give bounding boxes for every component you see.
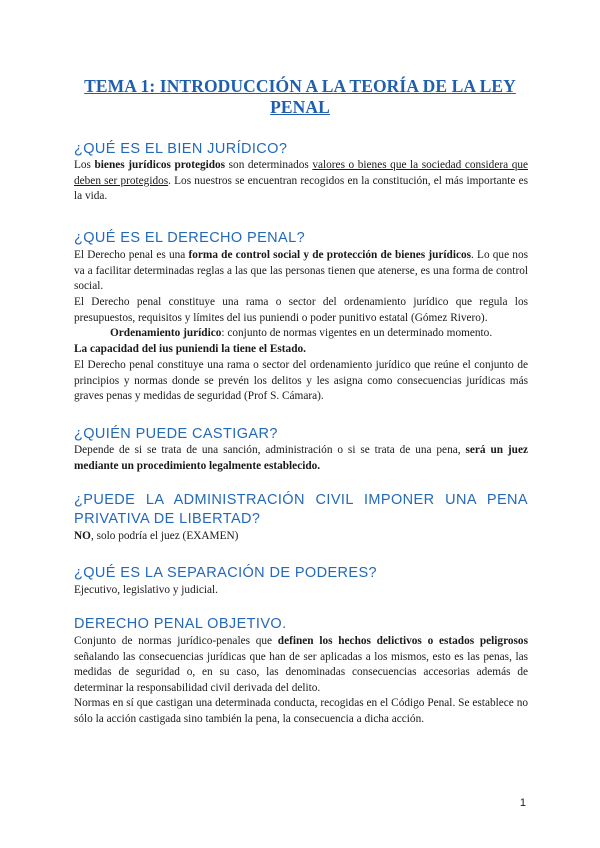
heading-bien-juridico: ¿QUÉ ES EL BIEN JURÍDICO?: [74, 141, 288, 157]
paragraph-quien-puede-castigar: Depende de si se trata de una sanción, administración o si se trata de una pena, será un juez mediante un procedimiento legalmente establecido.: [74, 444, 528, 472]
paragraph-derecho-penal-objetivo-2: Normas en sí que castigan una determinada conducta, recogidas en el Código Penal. Se establece no sólo la acción castigada sino también la pena, la consecuencia a dicha acción.: [74, 697, 528, 725]
paragraph-derecho-penal-2: El Derecho penal constituye una rama o sector del ordenamiento jurídico que regula los presupuestos, requisitos y límites del ius puniendi o poder punitivo estatal (Gómez Rivero).: [74, 296, 528, 324]
paragraph-separacion-poderes: Ejecutivo, legislativo y judicial.: [74, 584, 219, 596]
heading-quien-puede-castigar: ¿QUIÉN PUEDE CASTIGAR?: [74, 426, 278, 442]
paragraph-ordenamiento: Ordenamiento jurídico: conjunto de normas vigentes en un determinado momento.: [110, 327, 493, 339]
paragraph-derecho-penal-3: El Derecho penal constituye una rama o sector del ordenamiento jurídico que reúne el conjunto de principios y normas donde se prevén los delitos y les asigna como consecuencias jurídicas más graves penas y medidas de seguridad (Prof S. Cámara).: [74, 359, 528, 403]
document-title: TEMA 1: INTRODUCCIÓN A LA TEORÍA DE LA LEY PENAL: [84, 76, 516, 117]
heading-derecho-penal-objetivo: DERECHO PENAL OBJETIVO.: [74, 616, 287, 632]
heading-derecho-penal: ¿QUÉ ES EL DERECHO PENAL?: [74, 230, 306, 246]
paragraph-administracion-civil: NO, solo podría el juez (EXAMEN): [74, 530, 239, 542]
paragraph-derecho-penal-1: El Derecho penal es una forma de control social y de protección de bienes jurídicos. Lo que nos va a facilitar determinadas reglas a las que las personas tienen que atenerse, es una forma de control social.: [74, 249, 528, 293]
page-number: 1: [519, 797, 526, 809]
paragraph-derecho-penal-objetivo-1: Conjunto de normas jurídico-penales que definen los hechos delictivos o estados peligrosos señalando las consecuencias jurídicas que han de ser aplicadas a los mismos, esto es las penas, las medidas de seguridad o, en su caso, las denominadas consecuencias accesorias además de determinar la responsabilidad civil derivada del delito.: [74, 635, 528, 694]
heading-administracion-civil: ¿PUEDE LA ADMINISTRACIÓN CIVIL IMPONER UNA PENA PRIVATIVA DE LIBERTAD?: [74, 492, 528, 527]
paragraph-bien-juridico: Los bienes jurídicos protegidos son determinados valores o bienes que la sociedad considera que deben ser protegidos. Los nuestros se encuentran recogidos en la constitución, el más importante es la vida.: [74, 159, 528, 203]
paragraph-ius-puniendi: La capacidad del ius puniendi la tiene el Estado.: [74, 343, 306, 355]
heading-separacion-poderes: ¿QUÉ ES LA SEPARACIÓN DE PODERES?: [74, 565, 378, 581]
